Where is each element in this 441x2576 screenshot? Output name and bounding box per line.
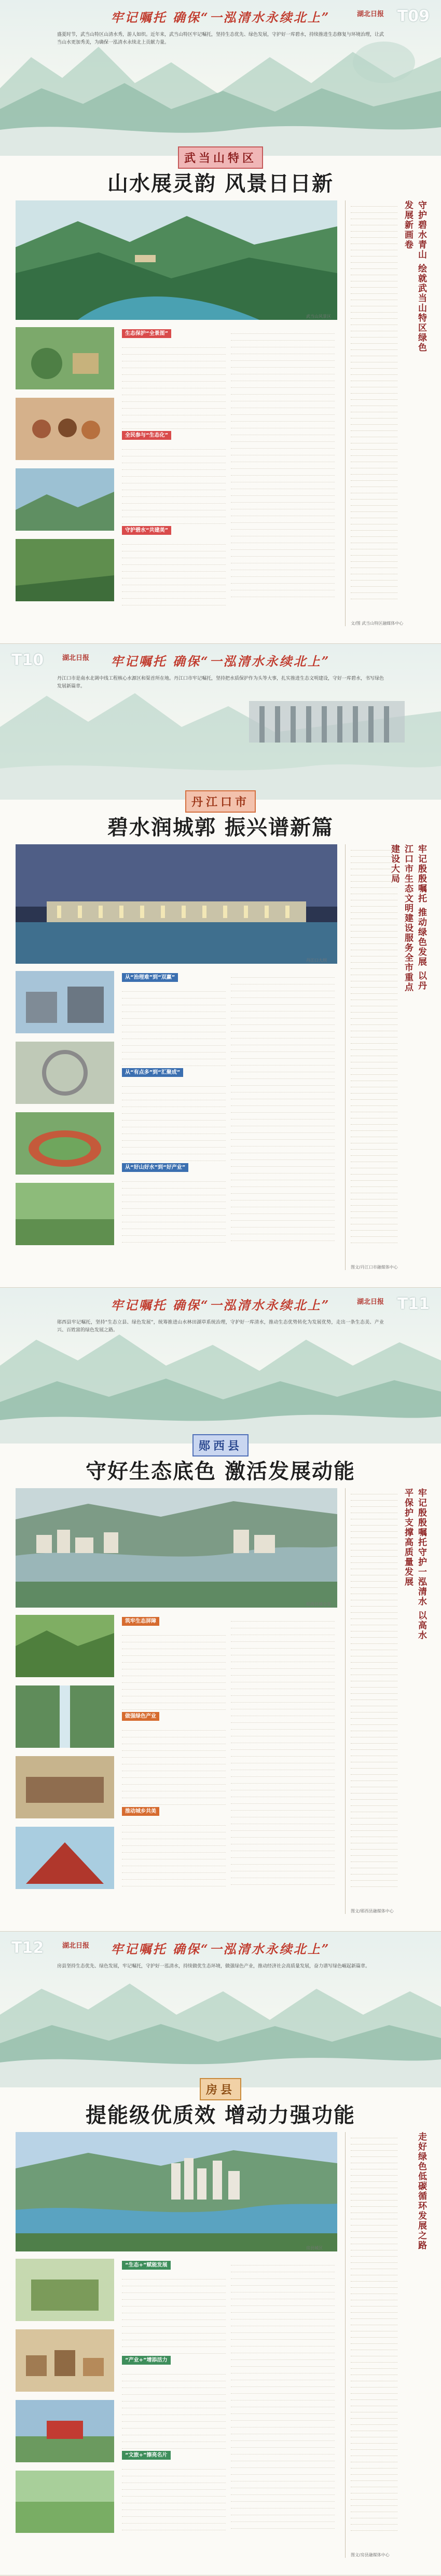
text-lines (122, 1724, 226, 1805)
headline: 碧水润城郭 振兴谱新篇 (107, 816, 334, 840)
section-subhead: 守护碧水“共建美” (122, 526, 171, 535)
text-lines (122, 341, 226, 429)
section-subhead: 从“好山好水”到“好产业” (122, 1163, 188, 1172)
main-photo (16, 200, 337, 320)
photo-caption: 房县城区 (306, 2246, 323, 2250)
side-column (345, 200, 428, 626)
intro-text: 房县坚持生态优先、绿色发展，牢记嘱托，守护好一泓清水，持续做优生态环境，做强绿色产业，推动经济社会高质量发展，奋力谱写绿色崛起新篇章。 (57, 1964, 370, 1969)
side-text-lines (351, 200, 397, 616)
section-subhead: 生态保护“全景图” (122, 329, 171, 338)
region-tag: 郧西县 (192, 1434, 249, 1456)
side-column (345, 844, 428, 1270)
side-column (345, 1488, 428, 1914)
section-subhead: “产业+”增添活力 (122, 2356, 171, 2365)
side-column (345, 2132, 428, 2558)
headline: 守好生态底色 激活发展动能 (86, 1460, 355, 1483)
credit-line: 图文/丹江口市融媒体中心 (351, 1265, 398, 1270)
page-number: T10 (11, 651, 44, 669)
text-column (122, 2259, 226, 2555)
photo-thumb (16, 327, 114, 389)
photo-thumb (16, 398, 114, 460)
article-body (16, 1615, 337, 1916)
text-lines (231, 971, 335, 1241)
photo-thumb (16, 468, 114, 531)
text-lines (122, 1819, 226, 1886)
text-column (122, 971, 226, 1267)
section-subhead: 全民参与“生态化” (122, 431, 171, 440)
headline: 山水展灵韵 风景日日新 (107, 172, 334, 196)
intro-text: 郧西县牢记嘱托，坚持“生态立县、绿色发展”，统筹推进山水林田湖草系统治理，守护好一库清水，推动生态优势转化为发展优势，走出一条生态美、产业兴、百姓富的绿色发展之路。 (57, 1320, 384, 1333)
text-lines (122, 538, 226, 605)
side-title: 牢记殷殷嘱托守护一泓清水 以高水平保护支撑高质量发展 (403, 1488, 426, 1640)
masthead: 湖北日报 (62, 1942, 90, 1950)
text-column (231, 971, 335, 1267)
page-banner (0, 1932, 441, 2087)
photo-caption: 武当山风景区 (306, 314, 331, 319)
text-lines (231, 2259, 335, 2529)
photo-caption: 丹江口大坝 (306, 958, 327, 963)
text-column (231, 1615, 335, 1911)
photo-thumb (16, 1827, 114, 1889)
text-column (122, 1615, 226, 1911)
article-body (16, 327, 337, 628)
text-lines (122, 1629, 226, 1710)
photo-thumb (16, 539, 114, 601)
text-lines (122, 443, 226, 524)
page-banner (0, 644, 441, 800)
side-text-lines (351, 844, 397, 1260)
article-body (16, 971, 337, 1272)
main-photo (16, 2132, 337, 2251)
photo-column (16, 2259, 114, 2541)
photo-thumb (16, 1183, 114, 1245)
newspaper-page (0, 644, 441, 1288)
page-number: T11 (397, 1295, 430, 1313)
photo-thumb (16, 2400, 114, 2462)
photo-thumb (16, 971, 114, 1033)
photo-thumb (16, 2329, 114, 2392)
page-number: T09 (397, 7, 430, 25)
page-banner (0, 1288, 441, 1444)
photo-thumb (16, 1112, 114, 1175)
section-subhead: “文旅+”擦亮名片 (122, 2451, 171, 2460)
side-text-lines (351, 2132, 397, 2547)
section-subhead: 从“有点多”到“汇聚成” (122, 1068, 183, 1077)
text-lines (231, 1615, 335, 1885)
section-subhead: 推动城乡共美 (122, 1807, 159, 1816)
region-tag: 房县 (200, 2078, 241, 2100)
section-subhead: 做强绿色产业 (122, 1712, 159, 1721)
masthead: 湖北日报 (62, 654, 90, 662)
photo-thumb (16, 1685, 114, 1748)
credit-line: 文/图 武当山特区融媒体中心 (351, 621, 404, 626)
newspaper-page (0, 1288, 441, 1932)
photo-column (16, 1615, 114, 1897)
section-subhead: 从“治理难”到“双赢” (122, 973, 178, 982)
page-number: T12 (11, 1939, 44, 1957)
text-lines (231, 327, 335, 597)
text-lines (122, 2463, 226, 2530)
text-lines (122, 1080, 226, 1161)
text-lines (122, 2273, 226, 2354)
intro-text: 盛夏时节，武当山特区山清水秀，游人如织。近年来，武当山特区牢记嘱托，坚持生态优先、绿色发展，守护好一库碧水，持续推进生态修复与环境治理，让武当山水更加秀美，为确保一泓清水永续北上贡献力量。 (57, 32, 384, 45)
slogan: 牢记嘱托 确保“一泓清水永续北上” (111, 654, 330, 669)
region-tag: 武当山特区 (178, 146, 263, 169)
slogan: 牢记嘱托 确保“一泓清水永续北上” (111, 10, 330, 25)
photo-thumb (16, 2259, 114, 2321)
masthead: 湖北日报 (356, 1298, 384, 1306)
photo-thumb (16, 2471, 114, 2533)
newspaper-page (0, 0, 441, 644)
text-lines (122, 2368, 226, 2449)
slogan: 牢记嘱托 确保“一泓清水永续北上” (111, 1298, 330, 1313)
text-column (231, 2259, 335, 2555)
credit-line: 图文/郧西县融媒体中心 (351, 1909, 394, 1913)
main-photo (16, 1488, 337, 1608)
headline: 提能级优质效 增动力强功能 (86, 2103, 355, 2127)
article-body (16, 2259, 337, 2560)
section-subhead: 筑牢生态屏障 (122, 1617, 159, 1626)
photo-thumb (16, 1615, 114, 1677)
side-text-lines (351, 1488, 397, 1904)
masthead: 湖北日报 (356, 10, 384, 18)
text-lines (122, 1175, 226, 1243)
side-title: 守护碧水青山 绘就武当山特区绿色发展新画卷 (403, 200, 426, 353)
newspaper-page (0, 1932, 441, 2575)
slogan: 牢记嘱托 确保“一泓清水永续北上” (111, 1941, 330, 1957)
text-column (122, 327, 226, 623)
photo-column (16, 327, 114, 610)
main-photo (16, 844, 337, 964)
photo-column (16, 971, 114, 1253)
text-lines (122, 985, 226, 1066)
side-title: 走好绿色低碳循环发展之路 (416, 2132, 426, 2250)
section-subhead: “生态+”赋能发展 (122, 2261, 171, 2270)
photo-thumb (16, 1042, 114, 1104)
photo-thumb (16, 1756, 114, 1818)
text-column (231, 327, 335, 623)
side-title: 牢记殷殷嘱托 推动绿色发展 以丹江口市生态文明建设服务全市重点建设大局 (389, 844, 426, 992)
intro-text: 丹江口市是南水北调中线工程核心水源区和渠首所在地。丹江口市牢记嘱托，坚持把水质保护作为头等大事，扎实推进生态文明建设，守好一库碧水，书写绿色发展新篇章。 (57, 676, 384, 689)
photo-caption: 郧西县城全景 (306, 1602, 331, 1607)
page-banner (0, 0, 441, 156)
credit-line: 图文/房县融媒体中心 (351, 2553, 390, 2557)
region-tag: 丹江口市 (185, 790, 256, 813)
